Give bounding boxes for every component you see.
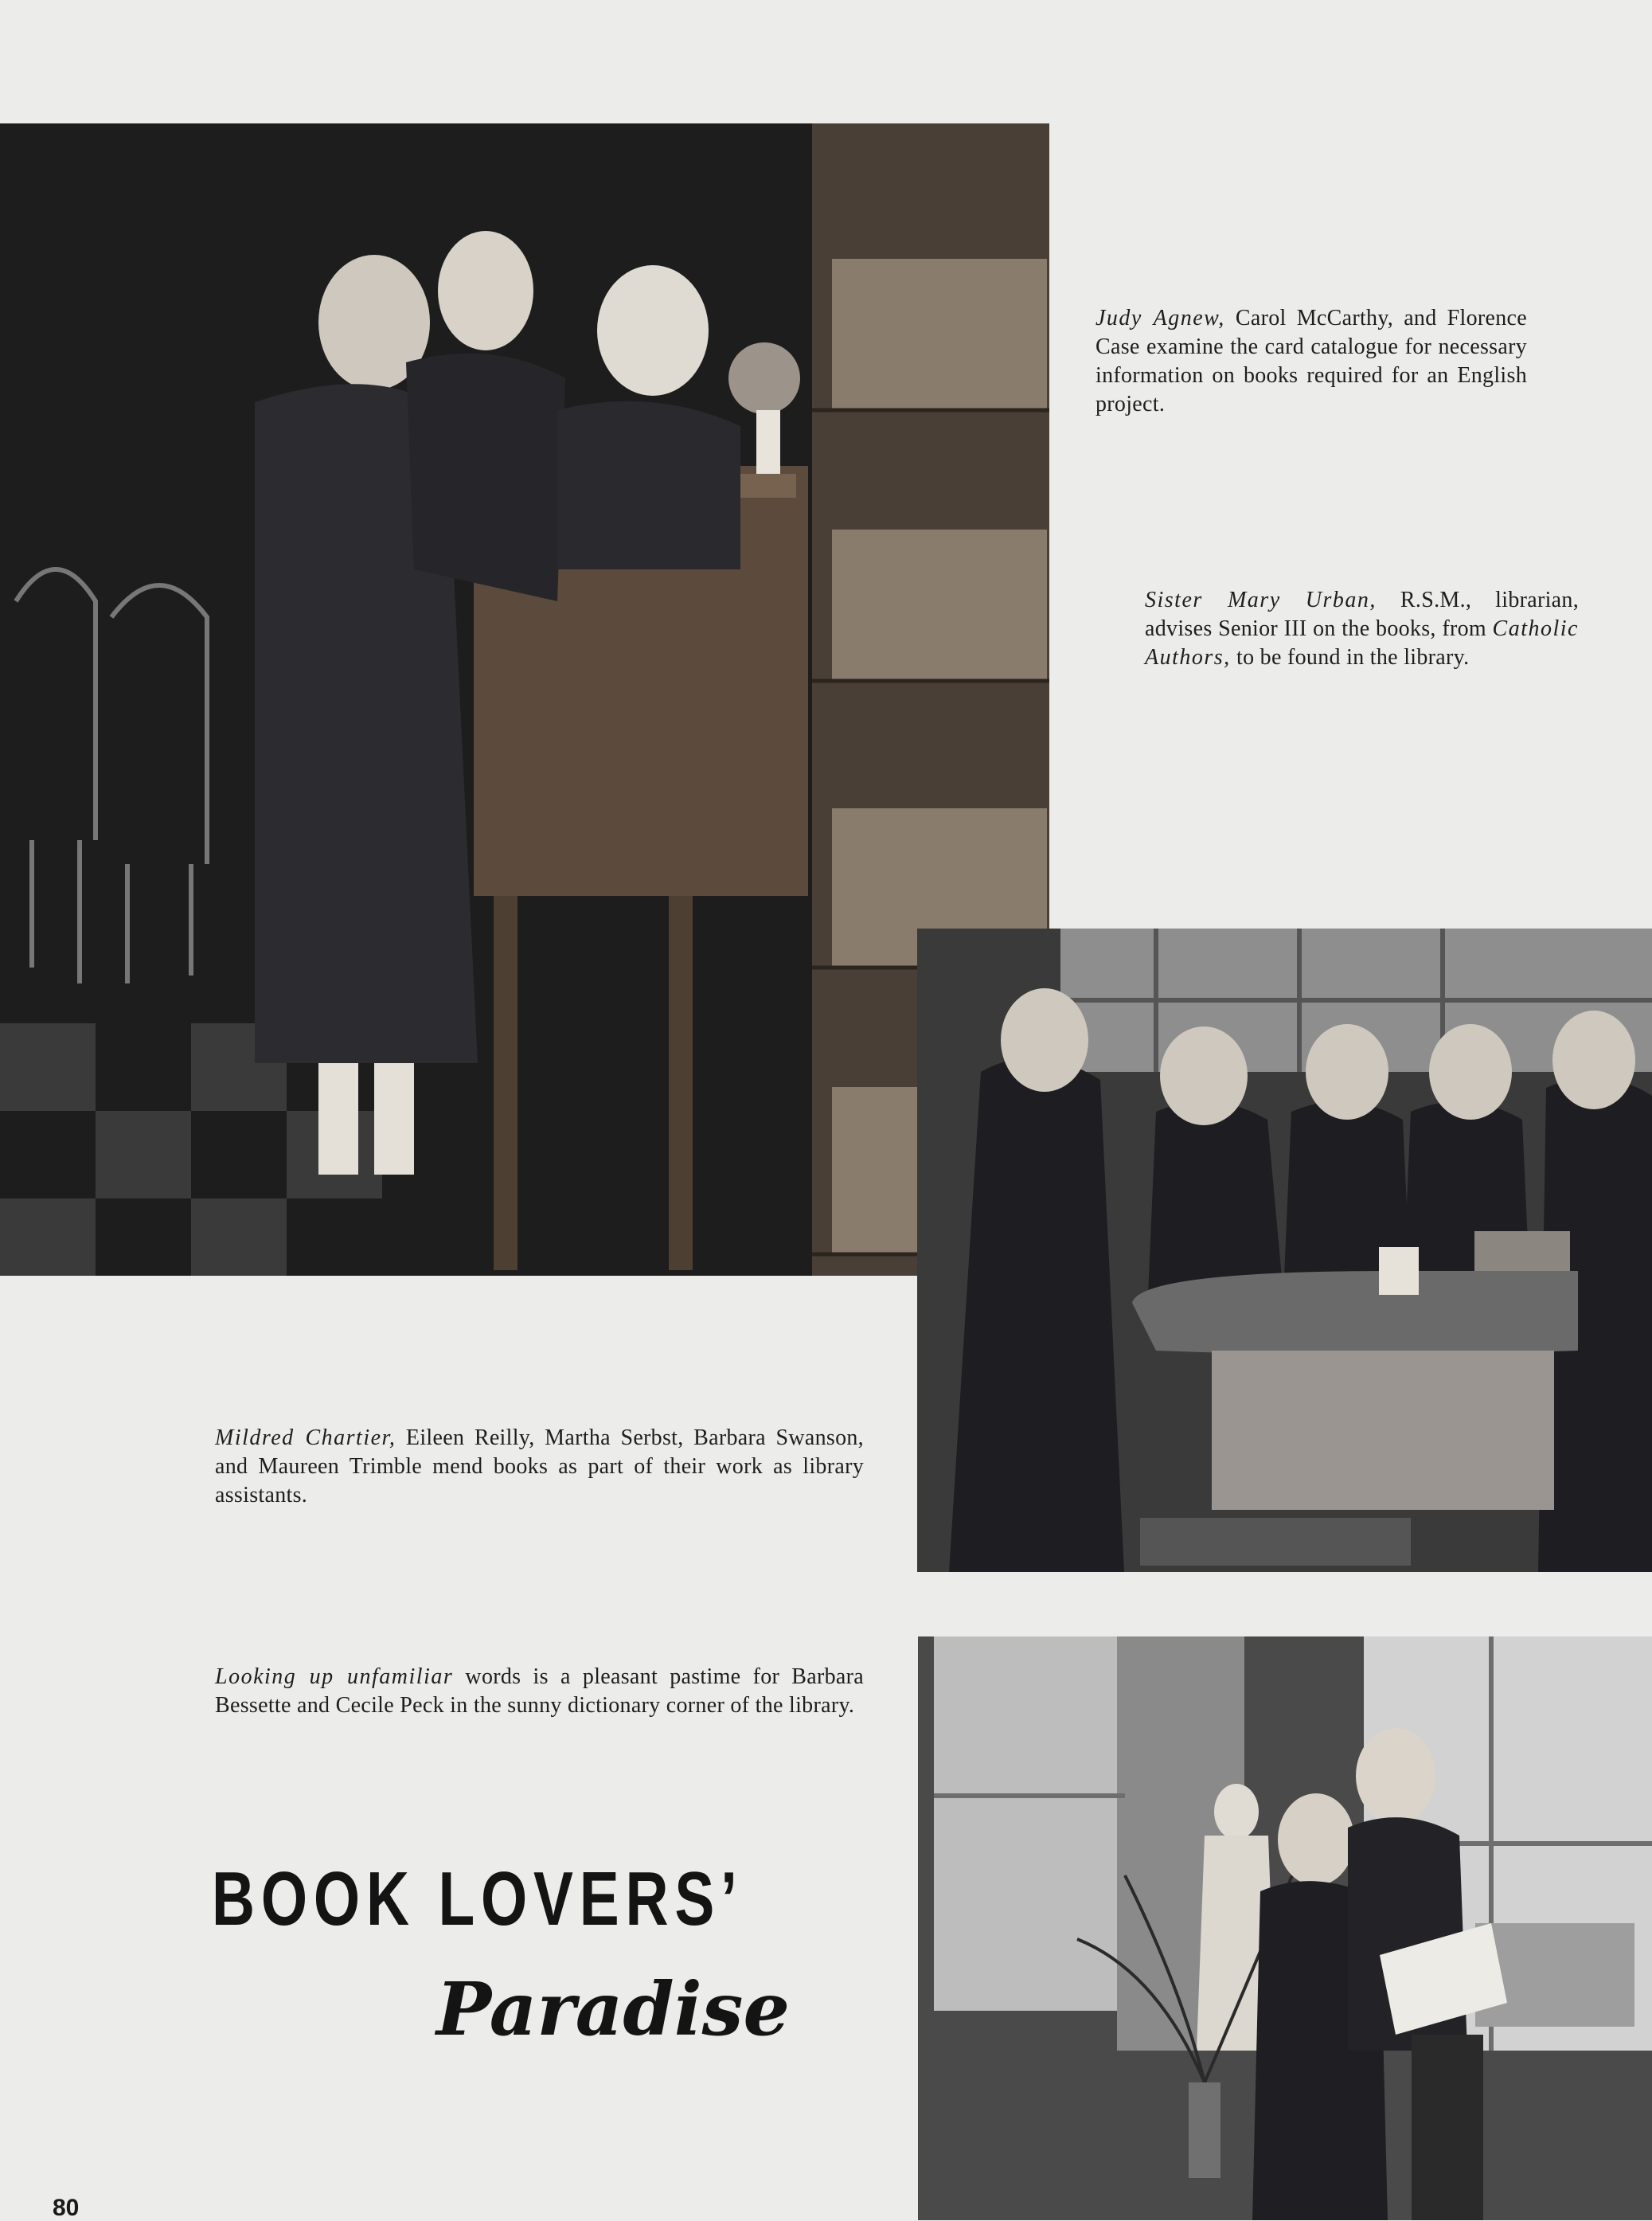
caption-librarian — [1145, 586, 1579, 672]
caption-card-catalogue — [1095, 304, 1527, 419]
photo-card-catalogue — [0, 123, 1049, 1276]
caption-librarian-book-title: Catholic Authors, — [1145, 616, 1579, 670]
caption-card-catalogue-names: Judy Agnew, — [1095, 306, 1225, 330]
caption-dictionary-text: words is a pleasant pastime for Barbara Bessette and Cecile Peck in the sunny dictionary corner of the library. — [215, 1664, 864, 1718]
caption-librarian-text-b: to be found in the library. — [1230, 645, 1470, 670]
caption-dictionary — [215, 1663, 864, 1720]
page-number: 80 — [53, 2195, 80, 2221]
caption-dictionary-lead: Looking up unfamiliar — [215, 1664, 454, 1689]
caption-librarian-text-a: R.S.M., librarian, advises Senior III on the books, from — [1145, 588, 1580, 641]
photo-dictionary-corner — [918, 1636, 1652, 2220]
caption-mending-text: Eileen Reilly, Martha Serbst, Barbara Swanson, and Maureen Trimble mend books as part of their work as library assistants. — [215, 1425, 864, 1507]
photo-card-catalogue-image — [0, 123, 1049, 1276]
page-subtitle: Paradise — [436, 1966, 791, 2052]
caption-card-catalogue-text: Carol McCarthy, and Florence Case examine the card catalogue for necessary information on books required for an English project. — [1095, 306, 1527, 416]
caption-mending-names: Mildred Chartier, — [215, 1425, 396, 1450]
page-title: BOOK LOVERS’ — [212, 1856, 744, 1941]
photo-mending-books-image — [917, 929, 1652, 1572]
photo-dictionary-corner-image — [918, 1636, 1652, 2220]
caption-librarian-names: Sister Mary Urban, — [1145, 588, 1377, 612]
caption-mending — [215, 1424, 864, 1510]
photo-mending-books — [917, 929, 1652, 1572]
